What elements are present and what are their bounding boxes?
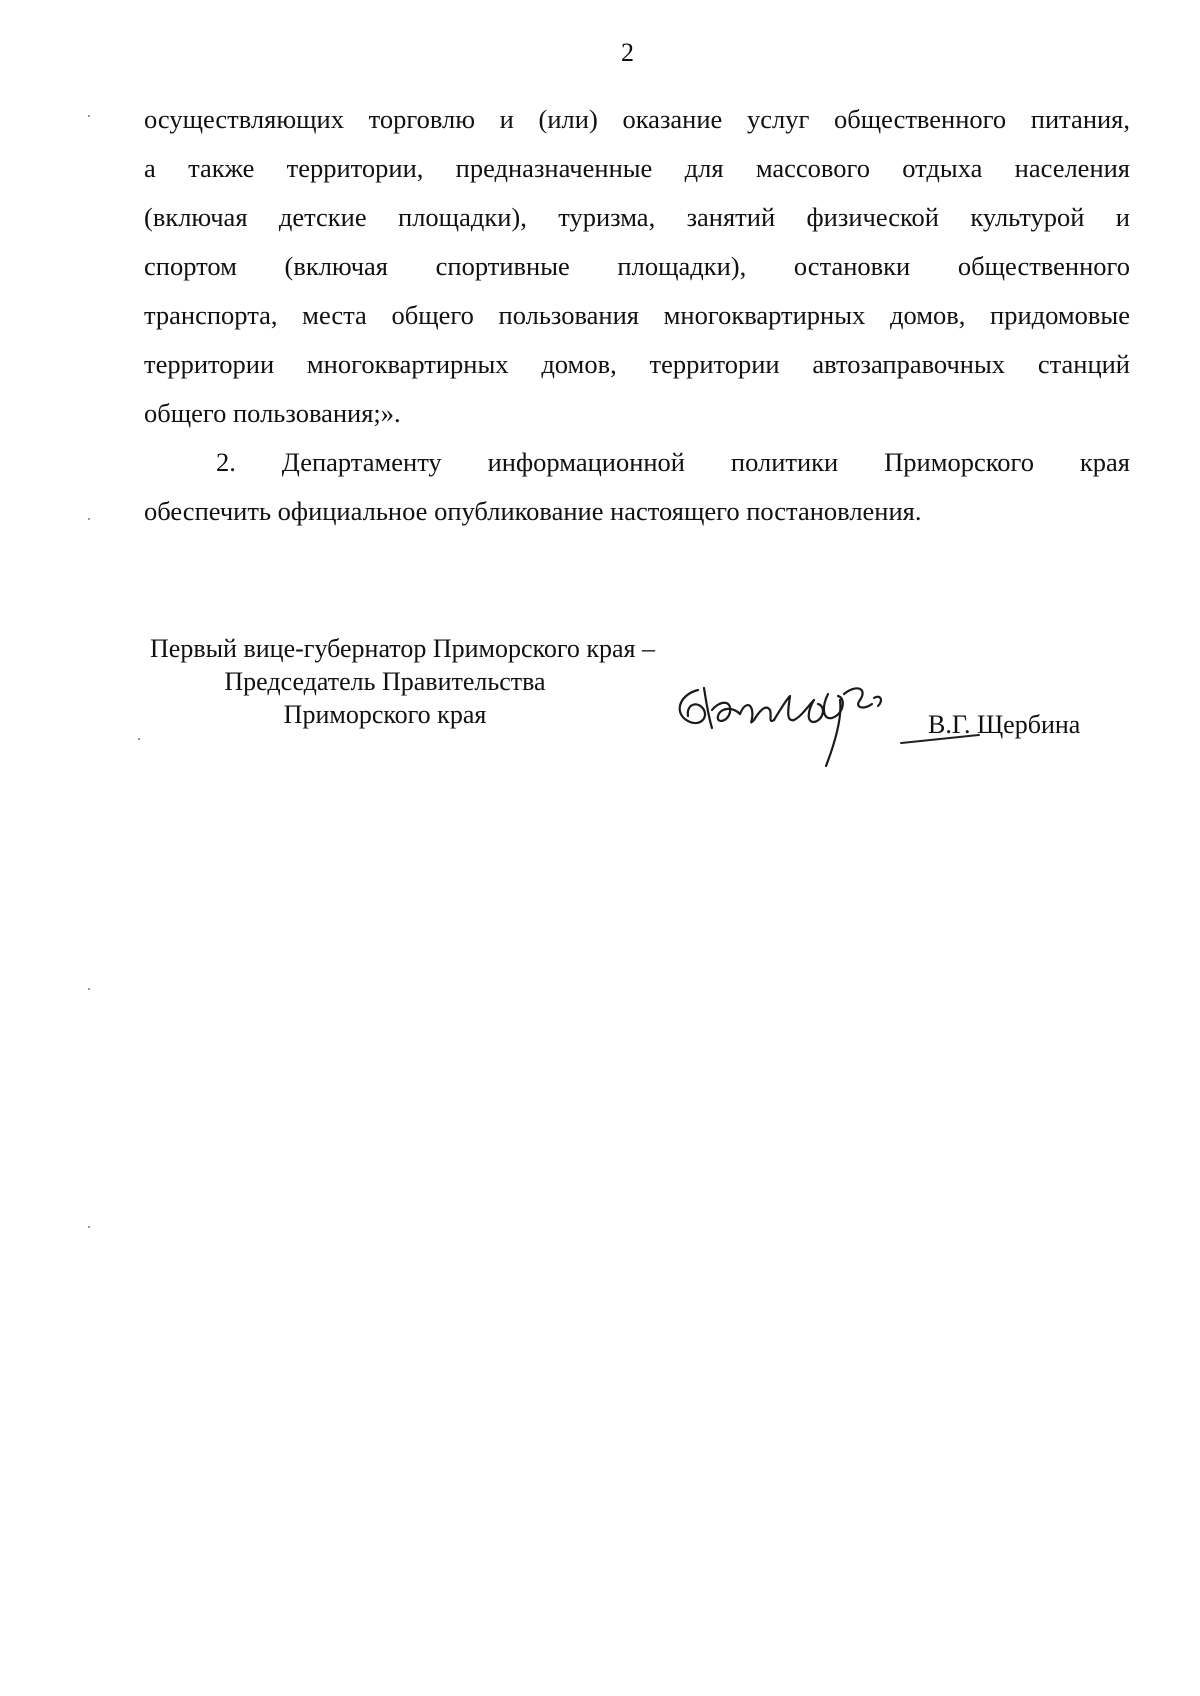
paragraph1-line-3: (включая детские площадки), туризма, занятий физической культурой и [144,202,1130,232]
scan-speck [138,738,140,740]
paragraph1-line-7: общего пользования;». [144,398,401,428]
paragraph1-line-6: территории многоквартирных домов, территории автозаправочных станций [144,349,1130,379]
paragraph1-line-4: спортом (включая спортивные площадки), остановки общественного [144,251,1130,281]
paragraph1-line-5: транспорта, места общего пользования многоквартирных домов, придомовые [144,300,1130,330]
paragraph2-line-2: обеспечить официальное опубликование настоящего постановления. [144,496,922,526]
signatory-title-line-3: Приморского края [283,700,487,729]
scan-speck [88,988,90,990]
scan-speck [88,115,90,117]
page-number: 2 [621,38,634,67]
scan-speck [88,1226,90,1228]
signatory-title-line-2: Председатель Правительства [224,667,546,696]
paragraph2-line-1: 2. Департаменту информационной политики Приморского края [216,447,1130,477]
handwritten-signature [668,670,928,780]
signatory-title-line-1: Первый вице-губернатор Приморского края – [150,634,655,663]
scan-speck [88,518,90,520]
signatory-name: В.Г. Щербина [928,710,1081,739]
document-body [144,95,1130,536]
paragraph1-line-1: осуществляющих торговлю и (или) оказание услуг общественного питания, [144,104,1130,134]
signatory-title [150,632,710,731]
paragraph1-line-2: а также территории, предназначенные для массового отдыха населения [144,153,1130,183]
